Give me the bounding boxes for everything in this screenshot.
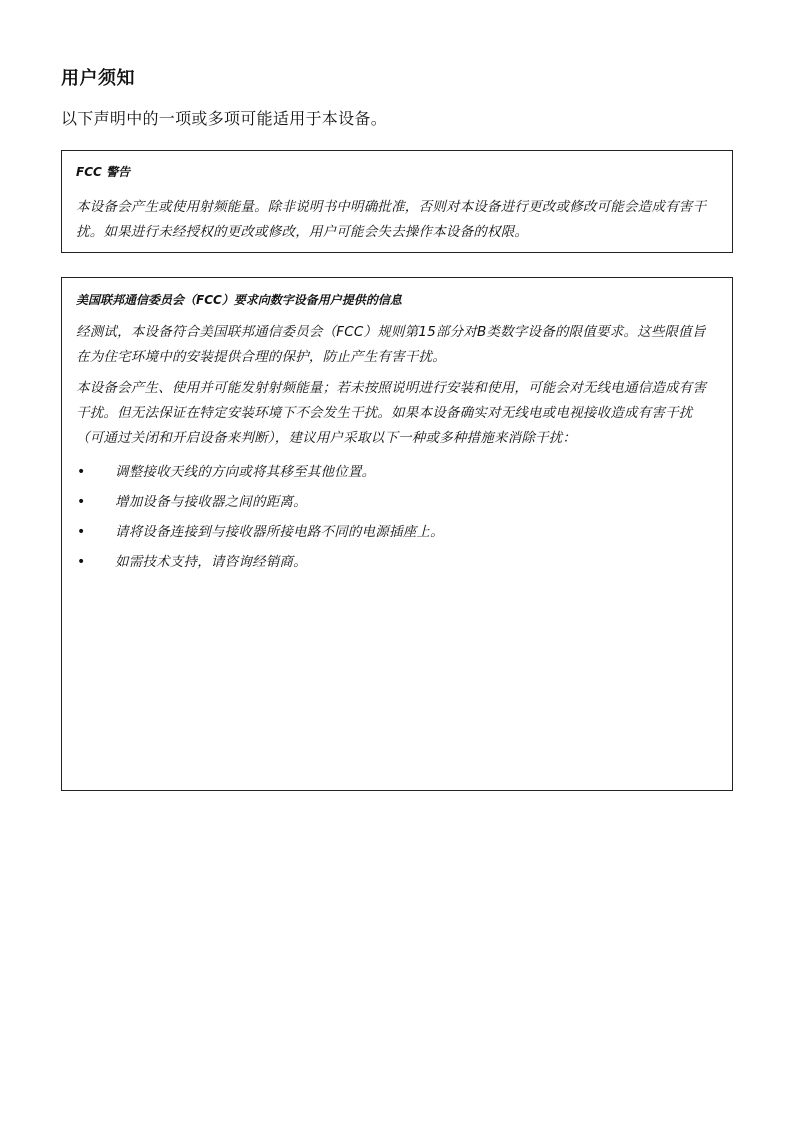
digital-device-info-box	[61, 277, 733, 791]
list-item	[76, 517, 718, 547]
intro-text: 以下声明中的一项或多项可能适用于本设备。	[61, 109, 388, 128]
page-title: 用户须知	[61, 68, 135, 89]
list-item	[76, 547, 718, 577]
bullet-icon: •	[77, 524, 86, 540]
fcc-warning-heading: FCC 警告	[76, 165, 130, 179]
digital-device-paragraph-2: 本设备会产生、使用并可能发射射频能量；若未按照说明进行安装和使用，可能会对无线电通信造成有害干扰。但无法保证在特定安装环境下不会发生干扰。如果本设备确实对无线电或电视接收造成有害干扰（可通过关闭和开启设备来判断），建议用户采取以下一种或多种措施来消除干扰：	[76, 380, 707, 446]
digital-device-heading: 美国联邦通信委员会（FCC）要求向数字设备用户提供的信息	[76, 293, 402, 307]
list-item	[76, 457, 718, 487]
list-item	[76, 487, 718, 517]
digital-device-paragraph-1: 经测试，本设备符合美国联邦通信委员会（FCC）规则第15部分对B类数字设备的限值要求。这些限值旨在为住宅环境中的安装提供合理的保护，防止产生有害干扰。	[76, 324, 706, 365]
fcc-warning-text: 本设备会产生或使用射频能量。除非说明书中明确批准，否则对本设备进行更改或修改可能会造成有害干扰。如果进行未经授权的更改或修改，用户可能会失去操作本设备的权限。	[76, 199, 707, 240]
list-item-text: 增加设备与接收器之间的距离。	[115, 494, 307, 510]
list-item-text: 调整接收天线的方向或将其移至其他位置。	[115, 464, 376, 480]
interference-measures-list	[76, 457, 718, 577]
bullet-icon: •	[77, 464, 86, 480]
fcc-warning-box	[61, 150, 733, 253]
list-item-text: 请将设备连接到与接收器所接电路不同的电源插座上。	[115, 524, 444, 540]
bullet-icon: •	[77, 494, 86, 510]
list-item-text: 如需技术支持，请咨询经销商。	[115, 554, 307, 570]
bullet-icon: •	[77, 554, 86, 570]
